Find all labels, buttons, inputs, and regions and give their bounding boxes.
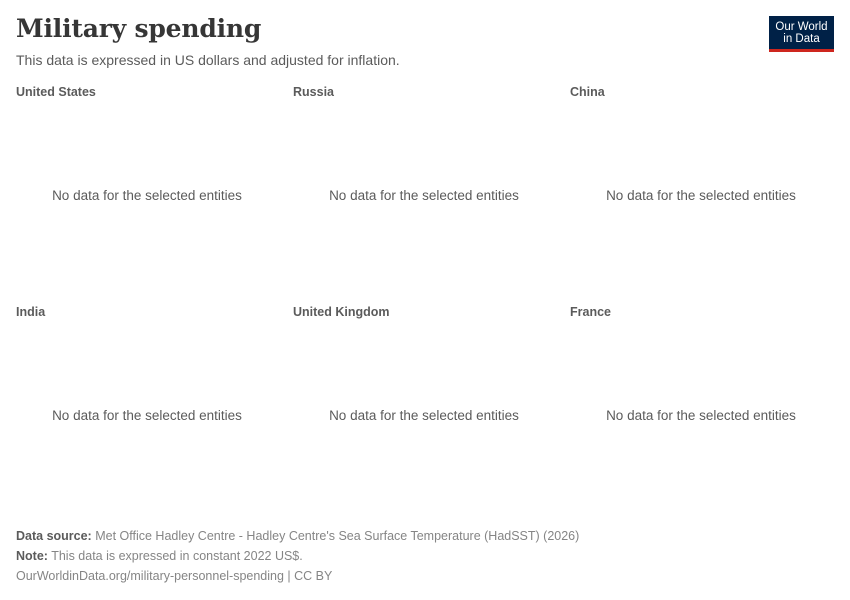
- chart-title: Military spending: [16, 14, 262, 43]
- panel-title: France: [570, 305, 611, 319]
- chart-subtitle: This data is expressed in US dollars and adjusted for inflation.: [16, 52, 400, 68]
- panel-title: China: [570, 85, 605, 99]
- no-data-message: No data for the selected entities: [52, 408, 242, 423]
- panel-title: United States: [16, 85, 96, 99]
- note-label: Note:: [16, 549, 48, 563]
- panel-india: [16, 305, 278, 505]
- logo-line-2: in Data: [783, 32, 820, 45]
- no-data-message: No data for the selected entities: [52, 188, 242, 203]
- panel-title: India: [16, 305, 46, 319]
- data-source-line: [16, 529, 579, 543]
- logo-line-1: Our World: [775, 20, 828, 33]
- note-line: [16, 549, 303, 563]
- panel-china: [570, 85, 832, 285]
- owid-logo[interactable]: [769, 16, 834, 52]
- no-data-message: No data for the selected entities: [606, 188, 796, 203]
- note-text: This data is expressed in constant 2022 US$.: [51, 549, 303, 563]
- no-data-message: No data for the selected entities: [606, 408, 796, 423]
- panel-title: United Kingdom: [293, 305, 390, 319]
- source-label: Data source:: [16, 529, 92, 543]
- no-data-message: No data for the selected entities: [329, 188, 519, 203]
- panel-france: [570, 305, 832, 505]
- panel-title: Russia: [293, 85, 334, 99]
- panel-united-kingdom: [293, 305, 555, 505]
- source-text: Met Office Hadley Centre - Hadley Centre's Sea Surface Temperature (HadSST) (2026): [95, 529, 580, 543]
- panel-russia: [293, 85, 555, 285]
- panel-united-states: [16, 85, 278, 285]
- source-url-link[interactable]: OurWorldinData.org/military-personnel-spending | CC BY: [16, 569, 333, 583]
- no-data-message: No data for the selected entities: [329, 408, 519, 423]
